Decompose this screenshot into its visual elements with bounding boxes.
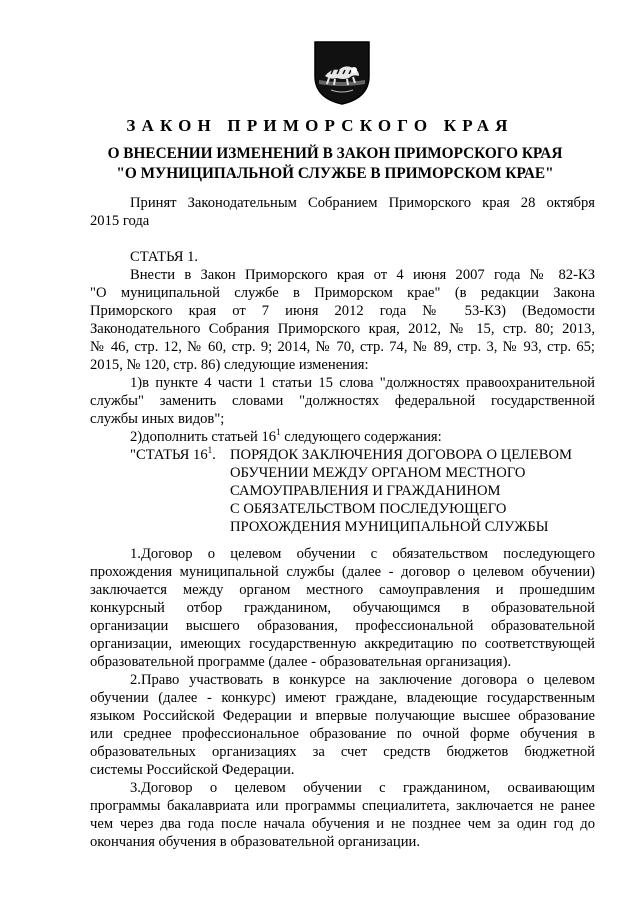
new-article-label-prefix: "СТАТЬЯ 16: [130, 447, 208, 463]
paragraph-2-line: 2.Право участвовать в конкурсе на заключение договора о целевом: [130, 672, 595, 688]
new-article-title-line: ОБУЧЕНИИ МЕЖДУ ОРГАНОМ МЕСТНОГО: [230, 465, 526, 481]
article-1-text-line: № 46, стр. 12, № 60, стр. 9; 2014, № 70, стр. 74, № 89, стр. 3, № 93, стр. 65;: [90, 339, 595, 355]
paragraph-3-line: окончания обучения в образовательной организации.: [90, 834, 420, 850]
article-1-text-line: "О муниципальной службе в Приморском крае" (в редакции Закона: [90, 285, 595, 301]
item-2-suffix: следующего содержания:: [280, 429, 442, 445]
coat-of-arms-emblem: [313, 40, 371, 106]
law-subtitle-line-1: О ВНЕСЕНИИ ИЗМЕНЕНИЙ В ЗАКОН ПРИМОРСКОГО КРАЯ: [107, 145, 563, 162]
article-1-text-line: Внести в Закон Приморского края от 4 июня 2007 года № 82-КЗ: [130, 267, 595, 283]
paragraph-1-line: организации высшего образования, профессиональной образовательной: [90, 618, 595, 634]
item-1-line: 1)в пункте 4 части 1 статьи 15 слова "должностях правоохранительной: [130, 375, 595, 391]
paragraph-1-line: образовательной программе (далее - образовательная организация).: [90, 654, 512, 670]
paragraph-1-line: 1.Договор о целевом обучении с обязательством последующего: [130, 546, 595, 562]
article-1-text-line: Законодательного Собрания Приморского края, 2012, № 15, стр. 80; 2013,: [90, 321, 595, 337]
item-2-prefix: 2)дополнить статьей 16: [130, 429, 277, 445]
paragraph-3-line: 3.Договор о целевом обучении с гражданином, осваивающим: [130, 780, 595, 796]
article-1-heading: СТАТЬЯ 1.: [130, 249, 199, 265]
new-article-label: [130, 446, 216, 464]
adopted-line-2: 2015 года: [90, 213, 150, 229]
item-1-line: службы иных видов";: [90, 411, 225, 427]
adopted-line-1: Принят Законодательным Собранием Приморского края 28 октября: [130, 195, 595, 211]
paragraph-2-line: обучении (далее - конкурс) имеют граждане, владеющие государственным: [90, 690, 595, 706]
item-1-line: службы" заменить словами "должностях федеральной государственной: [90, 393, 595, 409]
paragraph-2-line: или среднее профессиональное образование по очной форме обучения в: [90, 726, 595, 742]
paragraph-3-line: чем через два года после начала обучения и не позднее чем за один год до: [90, 816, 595, 832]
paragraph-2-line: образовательных организациях за счет средств бюджетов бюджетной: [90, 744, 595, 760]
law-subtitle-line-2: "О МУНИЦИПАЛЬНОЙ СЛУЖБЕ В ПРИМОРСКОМ КРАЕ": [116, 165, 554, 182]
paragraph-2-line: языком Российской Федерации и впервые получающие высшее образование: [90, 708, 595, 724]
new-article-label-superscript: 1: [207, 445, 213, 455]
paragraph-2-line: системы Российской Федерации.: [90, 762, 295, 778]
paragraph-3-line: программы бакалавриата или программы специалитета, заключается не ранее: [90, 798, 595, 814]
item-2-superscript: 1: [276, 427, 281, 437]
article-1-text-line: 2015, № 120, стр. 86) следующие изменения:: [90, 357, 369, 373]
new-article-title-line: ПОРЯДОК ЗАКЛЮЧЕНИЯ ДОГОВОРА О ЦЕЛЕВОМ: [230, 447, 572, 463]
new-article-title-line: С ОБЯЗАТЕЛЬСТВОМ ПОСЛЕДУЮЩЕГО: [230, 501, 507, 517]
paragraph-1-line: конкурсный отбор гражданином, обучающимся в образовательной: [90, 600, 595, 616]
new-article-label-suffix: .: [212, 447, 216, 463]
new-article-title-line: ПРОХОЖДЕНИЯ МУНИЦИПАЛЬНОЙ СЛУЖБЫ: [230, 519, 549, 535]
paragraph-1-line: заключается между органом местного самоуправления и прошедшим: [90, 582, 595, 598]
paragraph-1-line: прохождения муниципальной службы (далее - договор о целевом обучении): [90, 564, 595, 580]
new-article-title-line: САМОУПРАВЛЕНИЯ И ГРАЖДАНИНОМ: [230, 483, 501, 499]
article-1-text-line: Приморского края от 7 июня 2012 года № 53-КЗ) (Ведомости: [90, 303, 595, 319]
item-2-line: [130, 428, 595, 446]
paragraph-1-line: организации, имеющих государственную аккредитацию по соответствующей: [90, 636, 595, 652]
law-title: ЗАКОН ПРИМОРСКОГО КРАЯ: [126, 116, 514, 135]
